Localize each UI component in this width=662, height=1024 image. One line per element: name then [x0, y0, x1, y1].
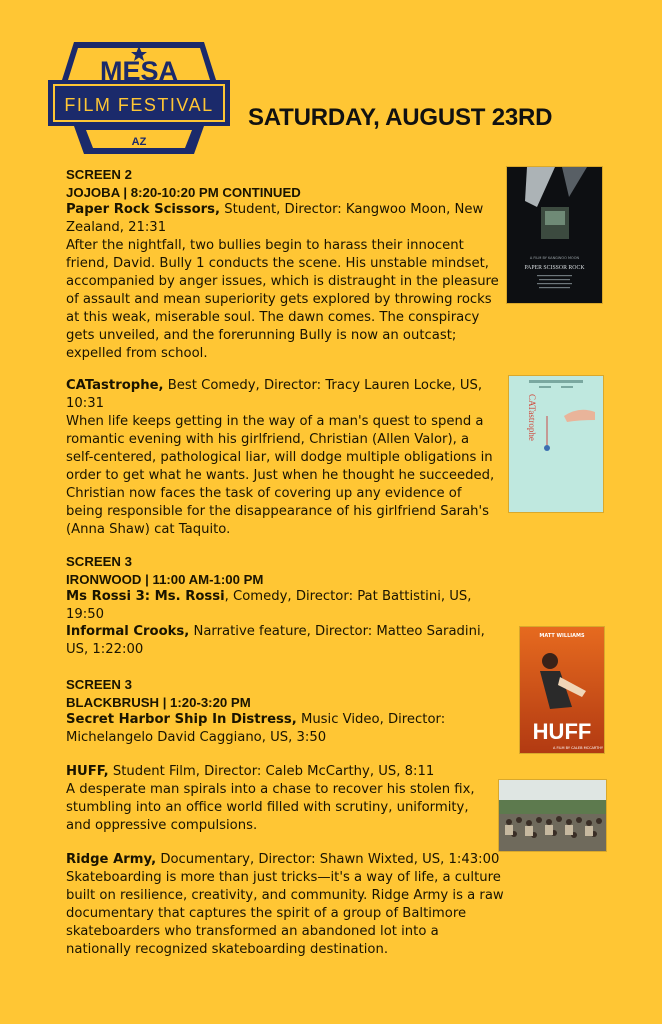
film-meta: , Comedy, Director: Pat Battistini, US, 19:50	[66, 589, 472, 622]
logo-film-festival: FILM FESTIVAL	[64, 95, 214, 115]
film-entry	[66, 377, 496, 413]
film-entry	[66, 851, 506, 869]
film-meta: Student Film, Director: Caleb McCarthy, US, 8:11	[108, 764, 435, 779]
screen-label: SCREEN 2	[66, 167, 132, 182]
film-meta: Best Comedy, Director: Tracy Lauren Locke, US, 10:31	[66, 378, 483, 411]
film-description: When life keeps getting in the way of a man's quest to spend a romantic evening with his girlfriend, Christian (Allen Valor), a self-centered, pathological liar, will dodge multiple obligations in order to get what he wants. Just when he thought he succeeded, Christian now faces the task of covering up any evidence of being responsible for the disappearance of his girlfriend Sarah's (Anna Shaw) cat Taquito.	[66, 414, 495, 537]
film-title: Ridge Army,	[66, 852, 157, 867]
film-entry	[66, 623, 496, 659]
film-description: Skateboarding is more than just tricks—it's a way of life, a culture built on resilience, creativity, and community. Ridge Army is a raw documentary that captures the spirit of a group of Baltimore skateboarders who transformed an abandoned lot into a nationally recognized skateboarding destination.	[66, 870, 504, 957]
program-block-informal-crooks	[66, 623, 496, 659]
film-title: CATastrophe,	[66, 378, 164, 393]
poster-title: PAPER SCISSOR ROCK	[524, 265, 585, 271]
poster-tagline: A FILM BY KANGWOO MOON	[529, 256, 580, 260]
poster-huff	[519, 626, 605, 754]
film-title: HUFF,	[66, 764, 109, 779]
photo-ridge-army	[498, 779, 607, 852]
poster-title: HUFF	[532, 719, 592, 744]
film-title: Secret Harbor Ship In Distress,	[66, 712, 297, 727]
film-entry	[66, 711, 496, 747]
program-block-paper-rock	[66, 166, 506, 363]
poster-credit: A FILM BY CALEB MCCARTHY	[553, 746, 603, 750]
film-title: Informal Crooks,	[66, 624, 190, 639]
poster-top-credit: MATT WILLIAMS	[539, 633, 585, 639]
program-block-secret-harbor	[66, 676, 496, 747]
logo-az: AZ	[131, 136, 147, 148]
screen-label: SCREEN 3	[66, 677, 132, 692]
film-description: A desperate man spirals into a chase to recover his stolen fix, stumbling into an office world filled with scrutiny, uniformity, and oppressive compulsions.	[66, 782, 475, 833]
film-title: Ms Rossi 3: Ms. Rossi	[66, 589, 225, 604]
program-block-ridge-army	[66, 851, 506, 959]
logo-mesa: MESA	[99, 56, 179, 86]
film-meta: Documentary, Director: Shawn Wixted, US, 1:43:00	[156, 852, 500, 867]
program-block-ms-rossi	[66, 553, 506, 624]
film-entry	[66, 763, 496, 781]
time-slot: JOJOBA | 8:20-10:20 PM CONTINUED	[66, 184, 301, 200]
film-entry	[66, 201, 506, 237]
program-block-catastrophe	[66, 377, 496, 539]
time-slot: BLACKBRUSH | 1:20-3:20 PM	[66, 694, 251, 710]
program-block-huff	[66, 763, 496, 835]
film-meta: Music Video, Director: Michelangelo David Caggiano, US, 3:50	[66, 712, 446, 745]
film-meta: Student, Director: Kangwoo Moon, New Zealand, 21:31	[66, 202, 484, 235]
time-slot: IRONWOOD | 11:00 AM-1:00 PM	[66, 571, 264, 587]
date-heading: SATURDAY, AUGUST 23RD	[248, 104, 553, 131]
screen-label: SCREEN 3	[66, 554, 132, 569]
film-description: After the nightfall, two bullies begin to harass their innocent friend, David. Bully 1 conducts the scene. His unstable mindset, accompanied by anger issues, which is distraught in the pleasure of assault and mean superiority gets explored by throwing rocks at this weak, miserable soul. The dawn comes. The conspiracy gets unveiled, and the forerunning Bully is now an outcast; expelled from school.	[66, 238, 499, 361]
film-meta: Narrative feature, Director: Matteo Saradini, US, 1:22:00	[66, 624, 485, 657]
poster-paper-scissor-rock	[506, 166, 603, 304]
film-title: Paper Rock Scissors,	[66, 202, 221, 217]
festival-logo	[44, 38, 234, 158]
poster-title: CATastrophe	[527, 394, 537, 441]
film-entry	[66, 588, 506, 624]
poster-catastrophe	[508, 375, 604, 513]
